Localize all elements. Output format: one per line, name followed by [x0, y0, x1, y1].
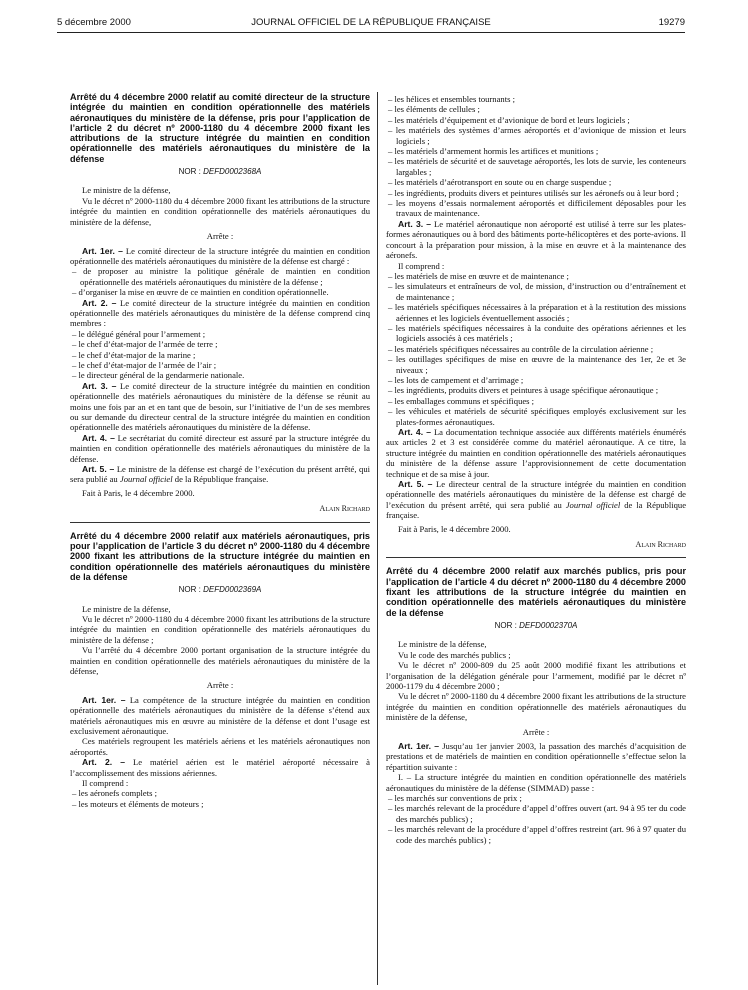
visa: Vu le code des marchés publics ;	[398, 649, 511, 660]
list-item: – les matériels de sécurité et de sauvetage aéroportés, les lots de survie, les conteneurs largables ;	[388, 156, 686, 177]
left-column	[70, 92, 370, 809]
article-2-list-continued	[386, 94, 686, 219]
article-1-list	[70, 266, 370, 297]
nor-reference: NOR : DEFD0002368A	[178, 167, 262, 177]
list-item: – les ingrédients, produits divers et peintures à usage spécifique aéronautique ;	[388, 385, 659, 396]
list-item: – les ingrédients, produits divers et peintures utilisés sur les aéronefs ou à leur bord ;	[388, 187, 679, 198]
visa: Vu le décret nº 2000-1180 du 4 décembre 2000 fixant les attributions de la structure intégrée du maintien en condition opérationnelle des matériels aéronautiques du ministère de la défense,	[70, 195, 370, 227]
list-item: – les matériels spécifiques nécessaires à la conduite des opérations aériennes et les logiciels associés à ces matériels ;	[388, 322, 686, 344]
nor-reference: NOR : DEFD0002369A	[178, 585, 262, 595]
page-header	[57, 18, 685, 30]
section-divider	[386, 557, 686, 558]
section-divider	[70, 522, 370, 523]
article-5: Art. 5. – Le directeur central de la structure intégrée du maintien en condition opérationnelle des matériels aéronautiques du ministère de la défense est chargé de l’exécution du présent arrêté, qui sera publié au Journal officiel de la République française.	[386, 479, 687, 521]
list-item: – les matériels des systèmes d’armes aéroportés et d’avionique de mission et leurs logiciels ;	[388, 125, 686, 146]
list-item: – les matériels spécifiques nécessaires à la préparation et à la restitution des missions aériennes et les logiciels éventuellement associés ;	[388, 302, 686, 323]
list-item: – les matériels de mise en œuvre et de maintenance ;	[388, 270, 569, 281]
article-3: Art. 3. – Le matériel aéronautique non aéroporté est utilisé à terre sur les plates-formes aéronautiques ou à bord des bâtiments porte-hélicoptères et des porte-avions. Il concourt à la préparation pour mission, à la mise en œuvre et à la maintenance des aéronefs.	[386, 218, 686, 261]
list-item: – le chef d’état-major de l’armée de terre ;	[72, 339, 218, 350]
list-item: – les marchés relevant de la procédure d’appel d’offres restreint (art. 96 à 97 quater du code des marchés publics) ;	[388, 824, 686, 845]
list-item: – les marchés sur conventions de prix ;	[388, 793, 522, 804]
signature: Alain Richard	[319, 504, 370, 514]
article-1: Art. 1er. – Le comité directeur de la structure intégrée du maintien en condition opérationnelle des matériels aéronautiques du ministère de la défense est chargé :	[70, 245, 371, 266]
header-rule	[57, 32, 685, 33]
visa: Vu le décret nº 2000-1180 du 4 décembre 2000 fixant les attributions de la structure intégrée du maintien en condition opérationnelle des matériels aéronautiques du ministère de la défense,	[386, 691, 686, 723]
list-item: – les marchés relevant de la procédure d’appel d’offres ouvert (art. 94 à 95 ter du code des marchés publics) ;	[388, 803, 686, 824]
arrete-title: Arrêté du 4 décembre 2000 relatif aux marchés publics, pris pour l’application de l’article 4 du décret nº 2000-1180 du 4 décembre 2000 fixant les attributions de la structure intégrée du maintien en condition opérationnelle des matériels aéronautiques du ministère de la défense	[386, 566, 686, 618]
list-item: – les matériels d’armement hormis les artifices et munitions ;	[388, 146, 599, 157]
list-item: – le délégué général pour l’armement ;	[72, 328, 206, 339]
list-item: – le directeur général de la gendarmerie nationale.	[72, 370, 245, 381]
arrete-heading: Arrête :	[206, 680, 234, 691]
article-2-list	[70, 788, 370, 809]
nor-reference: NOR : DEFD0002370A	[494, 620, 578, 630]
list-item: – les moyens d’essais normalement aéroportés et difficilement déposables pour les travaux de maintenance.	[388, 198, 686, 219]
list-item: – d’organiser la mise en œuvre de ce maintien en condition opérationnelle.	[72, 287, 329, 298]
arrete-comite-directeur	[70, 92, 370, 515]
fait-a-paris: Fait à Paris, le 4 décembre 2000.	[398, 523, 511, 534]
list-item: – les outillages spécifiques de mise en œuvre de la maintenance des 1er, 2e et 3e niveaux ;	[388, 354, 686, 375]
list-item: – les éléments de cellules ;	[388, 104, 480, 115]
list-item: – les simulateurs et entraîneurs de vol, de mission, d’instruction ou d’entraînement et de maintenance ;	[388, 281, 686, 302]
list-item: – les emballages communs et spécifiques ;	[388, 395, 535, 406]
right-column	[386, 94, 686, 845]
article-3: Art. 3. – Le comité directeur de la structure intégrée du maintien en condition opérationnelle des matériels aéronautiques du ministère de la défense se réunit au moins une fois par an et en tant que de besoin, sur l’initiative de l’un de ses membres ou sur demande du directeur central de la structure intégrée du maintien en condition opérationnelle des matériels aéronautiques du ministère de la défense.	[70, 380, 370, 433]
minister-line: Le ministre de la défense,	[398, 639, 487, 650]
article-5: Art. 5. – Le ministre de la défense est chargé de l’exécution du présent arrêté, qui sera publié au Journal officiel de la République française.	[70, 464, 371, 485]
visa: Vu le décret nº 2000-809 du 25 août 2000 modifié fixant les attributions et l’organisation de la délégation générale pour l’armement, modifié par le décret nº 2000-1179 du 4 décembre 2000 ;	[386, 660, 686, 691]
arrete-heading: Arrête :	[206, 231, 234, 242]
comprend: Il comprend :	[398, 260, 445, 271]
list-item: – les matériels spécifiques nécessaires au contrôle de la circulation aérienne ;	[388, 343, 654, 354]
visa: Vu l’arrêté du 4 décembre 2000 portant organisation de la structure intégrée du maintien en condition opérationnelle des matériels aéronautiques du ministère de la défense,	[70, 645, 370, 676]
arrete-marches-publics	[386, 566, 686, 845]
header-date: 5 décembre 2000	[57, 17, 131, 28]
page-number: 19279	[658, 17, 685, 28]
list-item: – les aéronefs complets ;	[72, 788, 157, 799]
comprend: Il comprend :	[82, 778, 129, 789]
article-2-list	[70, 329, 370, 381]
signature: Alain Richard	[635, 540, 686, 550]
paragraph: I. – La structure intégrée du maintien en condition opérationnelle des matériels aéronautiques du ministère de la défense (SIMMAD) passe :	[386, 772, 686, 793]
article-3-list	[386, 271, 686, 427]
article-1: Art. 1er. – Jusqu’au 1er janvier 2003, la passation des marchés d’acquisition de prestations et de matériels de maintien en condition opérationnelle s’effectue selon la répartition suivante :	[386, 741, 687, 772]
list-item: – les véhicules et matériels de sécurité spécifiques employés exclusivement sur les plates-formes aéronautiques.	[388, 406, 686, 427]
list-item: – le chef d’état-major de la marine ;	[72, 349, 196, 360]
list-item: – les moteurs et éléments de moteurs ;	[72, 798, 204, 809]
column-divider	[377, 92, 378, 985]
article-4: Art. 4. – Le secrétariat du comité directeur est assuré par la structure intégrée du maintien en condition opérationnelle des matériels aéronautiques du ministère de la défense.	[70, 432, 370, 464]
list-item: – les matériels d’aérotransport en soute ou en charge suspendue ;	[388, 177, 612, 188]
article-1-list	[386, 793, 686, 845]
visa: Vu le décret nº 2000-1180 du 4 décembre 2000 fixant les attributions de la structure intégrée du maintien en condition opérationnelle des matériels aéronautiques du ministère de la défense ;	[70, 613, 370, 645]
arrete-heading: Arrête :	[522, 726, 550, 737]
article-2: Art. 2. – Le matériel aérien est le matériel aéroporté nécessaire à l’accomplissement des missions aériennes.	[70, 757, 370, 778]
minister-line: Le ministre de la défense,	[82, 603, 171, 614]
minister-line: Le ministre de la défense,	[82, 185, 171, 196]
fait-a-paris: Fait à Paris, le 4 décembre 2000.	[82, 487, 195, 498]
article-4: Art. 4. – La documentation technique associée aux différents matériels énumérés aux articles 2 et 3 est considérée comme du matériel aéronautique. A ce titre, la structure intégrée du maintien en condition opérationnelle des matériels aéronautiques du ministère de la défense assure l’approvisionnement de cette documentation technique et de sa mise à jour.	[386, 427, 686, 479]
journal-title: JOURNAL OFFICIEL DE LA RÉPUBLIQUE FRANÇAISE	[251, 17, 491, 28]
paragraph: Ces matériels regroupent les matériels aériens et les matériels aéronautiques non aéroportés.	[70, 736, 370, 757]
list-item: – les hélices et ensembles tournants ;	[388, 94, 515, 104]
article-2: Art. 2. – Le comité directeur de la structure intégrée du maintien en condition opérationnelle des matériels aéronautiques du ministère de la défense comprend cinq membres :	[70, 297, 370, 329]
list-item: – les lots de campement et d’arrimage ;	[388, 374, 524, 385]
arrete-materiels-aeronautiques	[70, 531, 370, 810]
list-item: – de proposer au ministre la politique générale de maintien en condition opérationnelle des matériels aéronautiques du ministère de la défense ;	[72, 266, 370, 287]
arrete-title: Arrêté du 4 décembre 2000 relatif au comité directeur de la structure intégrée du maintien en condition opérationnelle des matériels aéronautiques du ministère de la défense, pris pour l’application de l’article 2 du décret nº 2000-1180 du 4 décembre 2000 fixant les attributions de la structure intégrée du maintien en condition opérationnelle des matériels aéronautiques du ministère de la défense	[70, 92, 370, 164]
list-item: – les matériels d’équipement et d’avionique de bord et leurs logiciels ;	[388, 114, 630, 125]
arrete-title: Arrêté du 4 décembre 2000 relatif aux matériels aéronautiques, pris pour l’application de l’article 3 du décret nº 2000-1180 du 4 décembre 2000 fixant les attributions de la structure intégrée du maintien en condition opérationnelle des matériels aéronautiques du ministère de la défense	[70, 530, 370, 582]
article-1: Art. 1er. – La compétence de la structure intégrée du maintien en condition opérationnelle des matériels aéronautiques du ministère de la défense s’étend aux matériels aéronautiques mis en œuvre au ministère de la défense et dont l’usage est exclusivement aéronautique.	[70, 694, 370, 737]
list-item: – le chef d’état-major de l’armée de l’air ;	[72, 359, 217, 370]
